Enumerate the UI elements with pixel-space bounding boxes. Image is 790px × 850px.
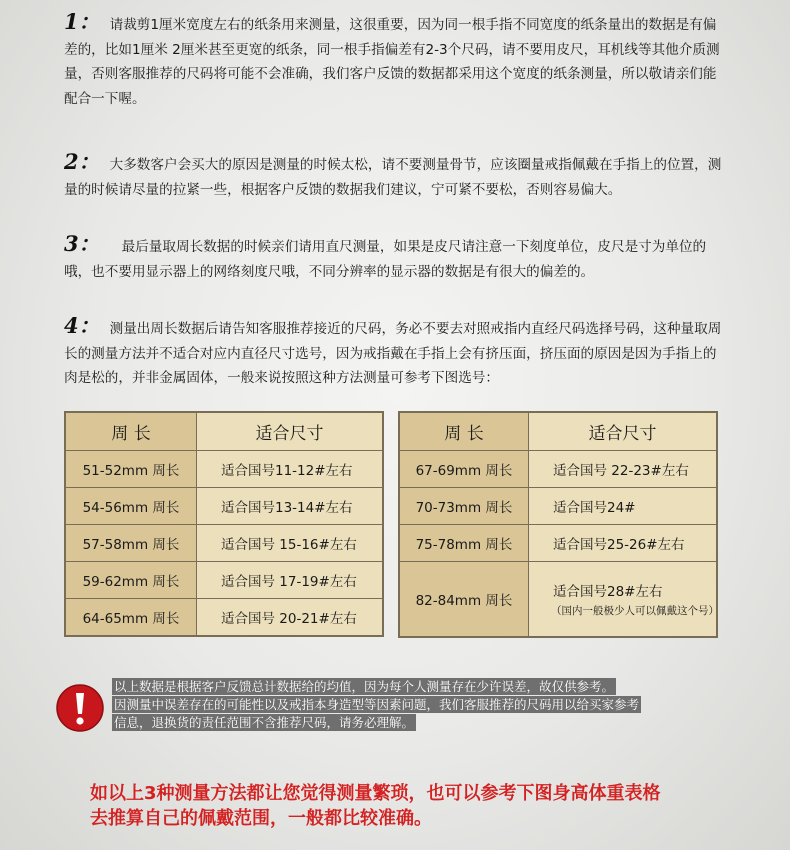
instruction-paragraph-3 — [64, 232, 724, 284]
table-row — [399, 525, 717, 562]
header-size: 适合尺寸 — [529, 412, 718, 451]
table-row — [65, 525, 383, 562]
size-table-left — [64, 411, 384, 637]
exclamation-circle-icon — [55, 683, 105, 733]
circumference-cell: 59-62mm 周长 — [65, 562, 197, 599]
table-row — [65, 599, 383, 637]
instruction-text: 大多数客户会买大的原因是测量的时候太松，请不要测量骨节，应该圈量戒指佩戴在手指上的位置，测量的时候请尽量的拉紧一些，根据客户反馈的数据我们建议，宁可紧不要松，否则容易偏大。 — [64, 157, 722, 198]
instruction-paragraph-2 — [64, 150, 724, 202]
disclaimer-notice — [112, 678, 732, 732]
step-number: 1： — [64, 9, 100, 34]
circumference-cell: 57-58mm 周长 — [65, 525, 197, 562]
size-cell: 适合国号24# — [529, 488, 718, 525]
step-number: 4： — [64, 313, 100, 338]
circumference-cell: 75-78mm 周长 — [399, 525, 529, 562]
size-cell: 适合国号 15-16#左右 — [197, 525, 384, 562]
circumference-cell: 64-65mm 周长 — [65, 599, 197, 637]
header-size: 适合尺寸 — [197, 412, 384, 451]
circumference-cell: 70-73mm 周长 — [399, 488, 529, 525]
instruction-text: 测量出周长数据后请告知客服推荐接近的尺码，务必不要去对照戒指内直经尺码选择号码，这种量取周长的测量方法并不适合对应内直径尺寸选号，因为戒指戴在手指上会有挤压面，挤压面的原因是因为手指上的肉是松的，并非金属固体，一般来说按照这种方法测量可参考下图选号： — [64, 321, 722, 386]
notice-line: 信息，退换货的责任范围不含推荐尺码，请务必理解。 — [114, 715, 415, 730]
circumference-cell: 67-69mm 周长 — [399, 451, 529, 488]
notice-line: 因测量中误差存在的可能性以及戒指本身造型等因素问题，我们客服推荐的尺码用以给买家参考 — [114, 697, 640, 712]
size-cell: 适合国号 20-21#左右 — [197, 599, 384, 637]
instruction-text: 请裁剪1厘米宽度左右的纸条用来测量，这很重要，因为同一根手指不同宽度的纸条量出的数据是有偏差的，比如1厘米 2厘米甚至更宽的纸条，同一根手指偏差有2-3个尺码，请不要用皮尺，耳机线等其他介质测量，否则客服推荐的尺码将可能不会准确，我们客户反馈的数据都采用这个宽度的纸条测量，所以敬请亲们能配合一下喔。 — [64, 17, 720, 107]
header-circumference: 周 长 — [399, 412, 529, 451]
size-cell — [529, 562, 718, 638]
instruction-paragraph-1 — [64, 10, 724, 111]
circumference-cell: 54-56mm 周长 — [65, 488, 197, 525]
size-value: 适合国号28#左右 — [553, 584, 663, 600]
size-note: （国内一般极少人可以佩戴这个号） — [551, 605, 719, 617]
size-cell: 适合国号 22-23#左右 — [529, 451, 718, 488]
size-cell: 适合国号25-26#左右 — [529, 525, 718, 562]
footer-line: 去推算自己的佩戴范围，一般都比较准确。 — [90, 808, 432, 829]
table-row — [65, 488, 383, 525]
size-cell: 适合国号13-14#左右 — [197, 488, 384, 525]
table-row — [65, 451, 383, 488]
instruction-paragraph-4 — [64, 314, 724, 391]
step-number: 3： — [64, 231, 100, 256]
instruction-text: 最后量取周长数据的时候亲们请用直尺测量，如果是皮尺请注意一下刻度单位，皮尺是寸为单位的哦，也不要用显示器上的网络刻度尺哦，不同分辨率的显示器的数据是有很大的偏差的。 — [64, 239, 707, 280]
step-number: 2： — [64, 149, 100, 174]
table-row — [399, 451, 717, 488]
table-header-row — [399, 412, 717, 451]
circumference-cell: 51-52mm 周长 — [65, 451, 197, 488]
table-row — [399, 562, 717, 638]
footer-line: 如以上3种测量方法都让您觉得测量繁琐，也可以参考下图身高体重表格 — [90, 783, 661, 804]
header-circumference: 周 长 — [65, 412, 197, 451]
size-table-right — [398, 411, 718, 638]
size-cell: 适合国号 17-19#左右 — [197, 562, 384, 599]
table-row — [65, 562, 383, 599]
table-row — [399, 488, 717, 525]
size-cell: 适合国号11-12#左右 — [197, 451, 384, 488]
footer-note — [90, 781, 730, 831]
table-header-row — [65, 412, 383, 451]
circumference-cell: 82-84mm 周长 — [399, 562, 529, 638]
notice-line: 以上数据是根据客户反馈总计数据给的均值，因为每个人测量存在少许误差，故仅供参考。 — [114, 679, 615, 694]
